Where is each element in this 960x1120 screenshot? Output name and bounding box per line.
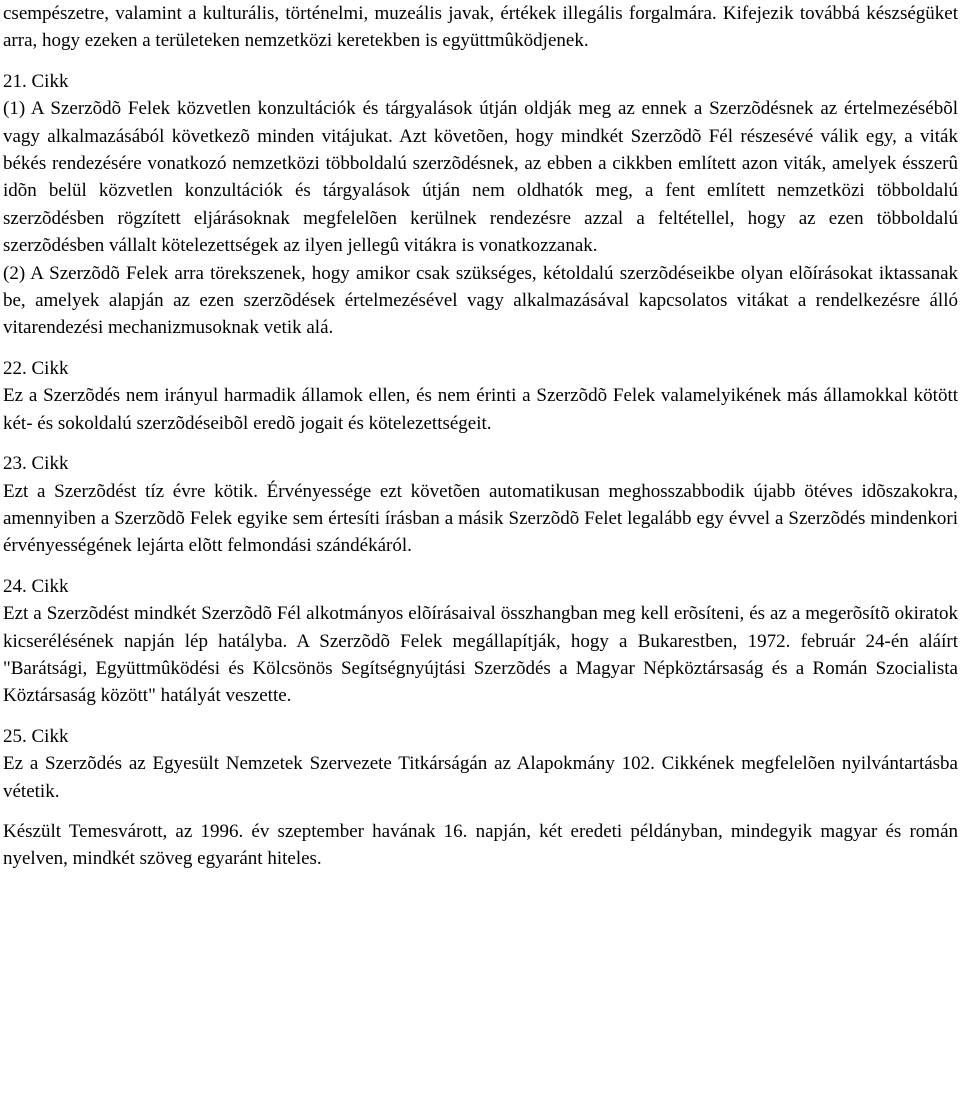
article-21-heading: 21. Cikk	[3, 70, 69, 92]
article-25-paragraph-1: Ez a Szerzõdés az Egyesült Nemzetek Szervezete Titkárságán az Alapokmány 102. Cikkének megfelelõen nyilvántartásba vétetik.	[3, 753, 958, 802]
lead-paragraph: csempészetre, valamint a kulturális, történelmi, muzeális javak, értékek illegális forgalmára. Kifejezik továbbá készségüket arra, hogy ezeken a területeken nemzetközi keretekben is együttmûködjenek.	[3, 3, 958, 52]
article-25-heading: 25. Cikk	[3, 725, 69, 747]
article-23	[3, 450, 958, 560]
document-page	[3, 0, 958, 873]
article-24-heading: 24. Cikk	[3, 575, 69, 597]
article-22-paragraph-1: Ez a Szerzõdés nem irányul harmadik államok ellen, és nem érinti a Szerzõdõ Felek valamelyikének más államokkal kötött két- és sokoldalú szerzõdéseibõl eredõ jogait és kötelezettségeit.	[3, 385, 958, 434]
article-24-paragraph-1: Ezt a Szerzõdést mindkét Szerzõdõ Fél alkotmányos elõírásaival összhangban meg kell erõsíteni, és az a megerõsítõ okiratok kicserélésének napján lép hatályba. A Szerzõdõ Felek megállapítják, hogy a Bukarestben, 1972. február 24-én aláírt "Barátsági, Együttmûködési és Kölcsönös Segítségnyújtási Szerzõdés a Magyar Népköztársaság és a Román Szocialista Köztársaság között" hatályát veszette.	[3, 603, 958, 707]
article-24	[3, 573, 958, 710]
article-21	[3, 68, 958, 342]
closing-paragraph: Készült Temesvárott, az 1996. év szeptember havának 16. napján, két eredeti példányban, mindegyik magyar és román nyelven, mindkét szöveg egyaránt hiteles.	[3, 820, 958, 870]
article-22-heading: 22. Cikk	[3, 357, 69, 379]
article-21-paragraph-1: (1) A Szerzõdõ Felek közvetlen konzultációk és tárgyalások útján oldják meg az ennek a Szerzõdésnek az értelmezésébõl vagy alkalmazásából következõ minden vitájukat. Azt követõen, hogy mindkét Szerzõdõ Fél részesévé válik egy, a viták békés rendezésére vonatkozó nemzetközi többoldalú szerzõdésnek, az ebben a cikkben említett azon viták, amelyek ésszerû idõn belül közvetlen konzultációk és tárgyalások útján nem oldhatók meg, a fent említett nemzetközi többoldalú szerzõdésben rögzített eljárásoknak megfelelõen kerülnek rendezésre azzal a feltétellel, hogy az ezen többoldalú szerzõdésben vállalt kötelezettségek az ilyen jellegû vitákra is vonatkozzanak.	[3, 98, 958, 257]
article-23-paragraph-1: Ezt a Szerzõdést tíz évre kötik. Érvényessége ezt követõen automatikusan meghosszabbodik újabb ötéves idõszakokra, amennyiben a Szerzõdõ Felek egyike sem értesíti írásban a másik Szerzõdõ Felet legalább egy évvel a Szerzõdés mindenkori érvényességének lejárta elõtt felmondási szándékáról.	[3, 480, 958, 557]
article-23-heading: 23. Cikk	[3, 453, 69, 475]
article-22	[3, 355, 958, 437]
article-25	[3, 723, 958, 805]
article-21-paragraph-2: (2) A Szerzõdõ Felek arra törekszenek, hogy amikor csak szükséges, kétoldalú szerzõdéseikbe olyan elõírásokat iktassanak be, amelyek alapján az ezen szerzõdések értelmezésével vagy alkalmazásával kapcsolatos vitákat a rendelkezésre álló vitarendezési mechanizmusoknak vetik alá.	[3, 262, 958, 339]
